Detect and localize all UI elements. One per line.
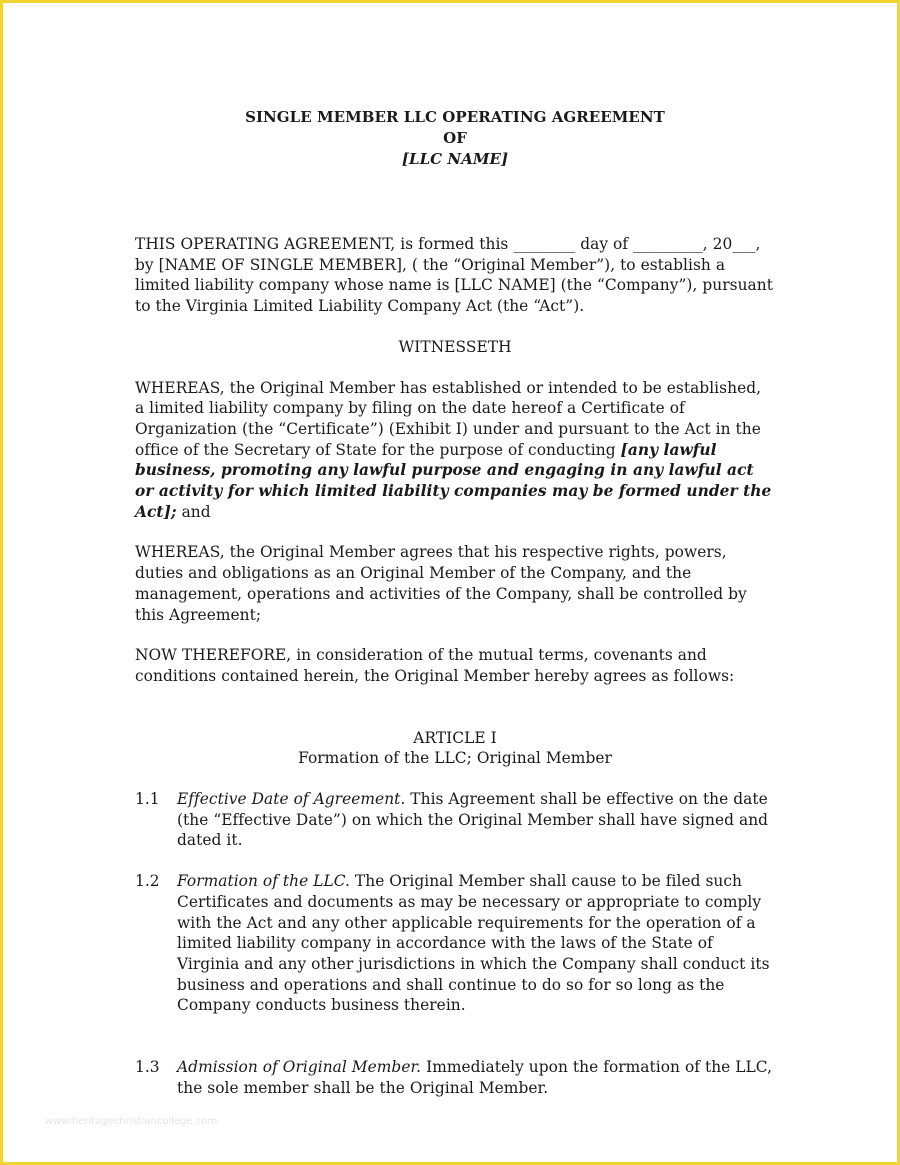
whereas-1-emphasis: [any lawful business, promoting any lawful purpose and engaging in any lawful act or activity for which limited liability companies may be formed under the Act]; — [135, 440, 772, 521]
section-body: . This Agreement shall be effective on the date (the “Effective Date”) on which the Original Member shall have signed and dated it. — [177, 790, 769, 850]
section-number: 1.3 — [135, 1058, 160, 1077]
section-1-1 — [135, 789, 775, 851]
section-body: Immediately upon the formation of the LLC, the sole member shall be the Original Member. — [177, 1058, 773, 1097]
title-line-2: OF — [443, 129, 467, 147]
article-number: ARTICLE I — [413, 728, 497, 747]
article-heading — [135, 728, 775, 769]
whereas-1-tail: and — [176, 502, 211, 521]
article-title: Formation of the LLC; Original Member — [298, 749, 612, 768]
watermark-text: www.heritagechristiancollege.com — [45, 1116, 218, 1127]
whereas-paragraph-1 — [135, 378, 775, 523]
whereas-paragraph-2: WHEREAS, the Original Member agrees that his respective rights, powers, duties and obligations as an Original Member of the Company, and the management, operations and activities of the Company, shall be controlled by this Agreement; — [135, 543, 747, 624]
section-number: 1.1 — [135, 790, 160, 809]
section-1-3 — [135, 1057, 775, 1098]
document-title — [135, 107, 775, 170]
section-1-2 — [135, 871, 775, 1016]
title-line-3: [LLC NAME] — [401, 150, 509, 168]
witnesseth-heading: WITNESSETH — [398, 337, 512, 356]
section-body: The Original Member shall cause to be filed such Certificates and documents as may be necessary or appropriate to comply with the Act and any other applicable requirements for the operation of a limited liability company in accordance with the laws of the State of Virginia and any other jurisdictions in which the Company shall conduct its business and operations and shall continue to do so for so long as the Company conducts business therein. — [177, 872, 770, 1015]
whereas-1-text: WHEREAS, the Original Member has established or intended to be established, a limited liability company by filing on the date hereof a Certificate of Organization (the “Certificate”) (Exhibit I) under and pursuant to the Act in the office of the Secretary of State for the purpose of conducting — [135, 378, 762, 459]
section-heading: Formation of the LLC. — [177, 872, 350, 891]
section-heading: Effective Date of Agreement — [177, 790, 401, 809]
now-therefore-paragraph: NOW THEREFORE, in consideration of the mutual terms, covenants and conditions contained herein, the Original Member hereby agrees as follows: — [135, 646, 735, 685]
section-heading: Admission of Original Member. — [177, 1058, 422, 1077]
agreement-document — [135, 107, 775, 1099]
section-number: 1.2 — [135, 872, 160, 891]
title-line-1: SINGLE MEMBER LLC OPERATING AGREEMENT — [245, 108, 665, 126]
intro-paragraph: THIS OPERATING AGREEMENT, is formed this ________ day of _________, 20___, by [NAME OF SINGLE MEMBER], ( the “Original Member”), to establish a limited liability company whose name is [LLC NAME] (the “Company”), pursuant to the Virginia Limited Liability Company Act (the “Act”). — [135, 235, 773, 316]
